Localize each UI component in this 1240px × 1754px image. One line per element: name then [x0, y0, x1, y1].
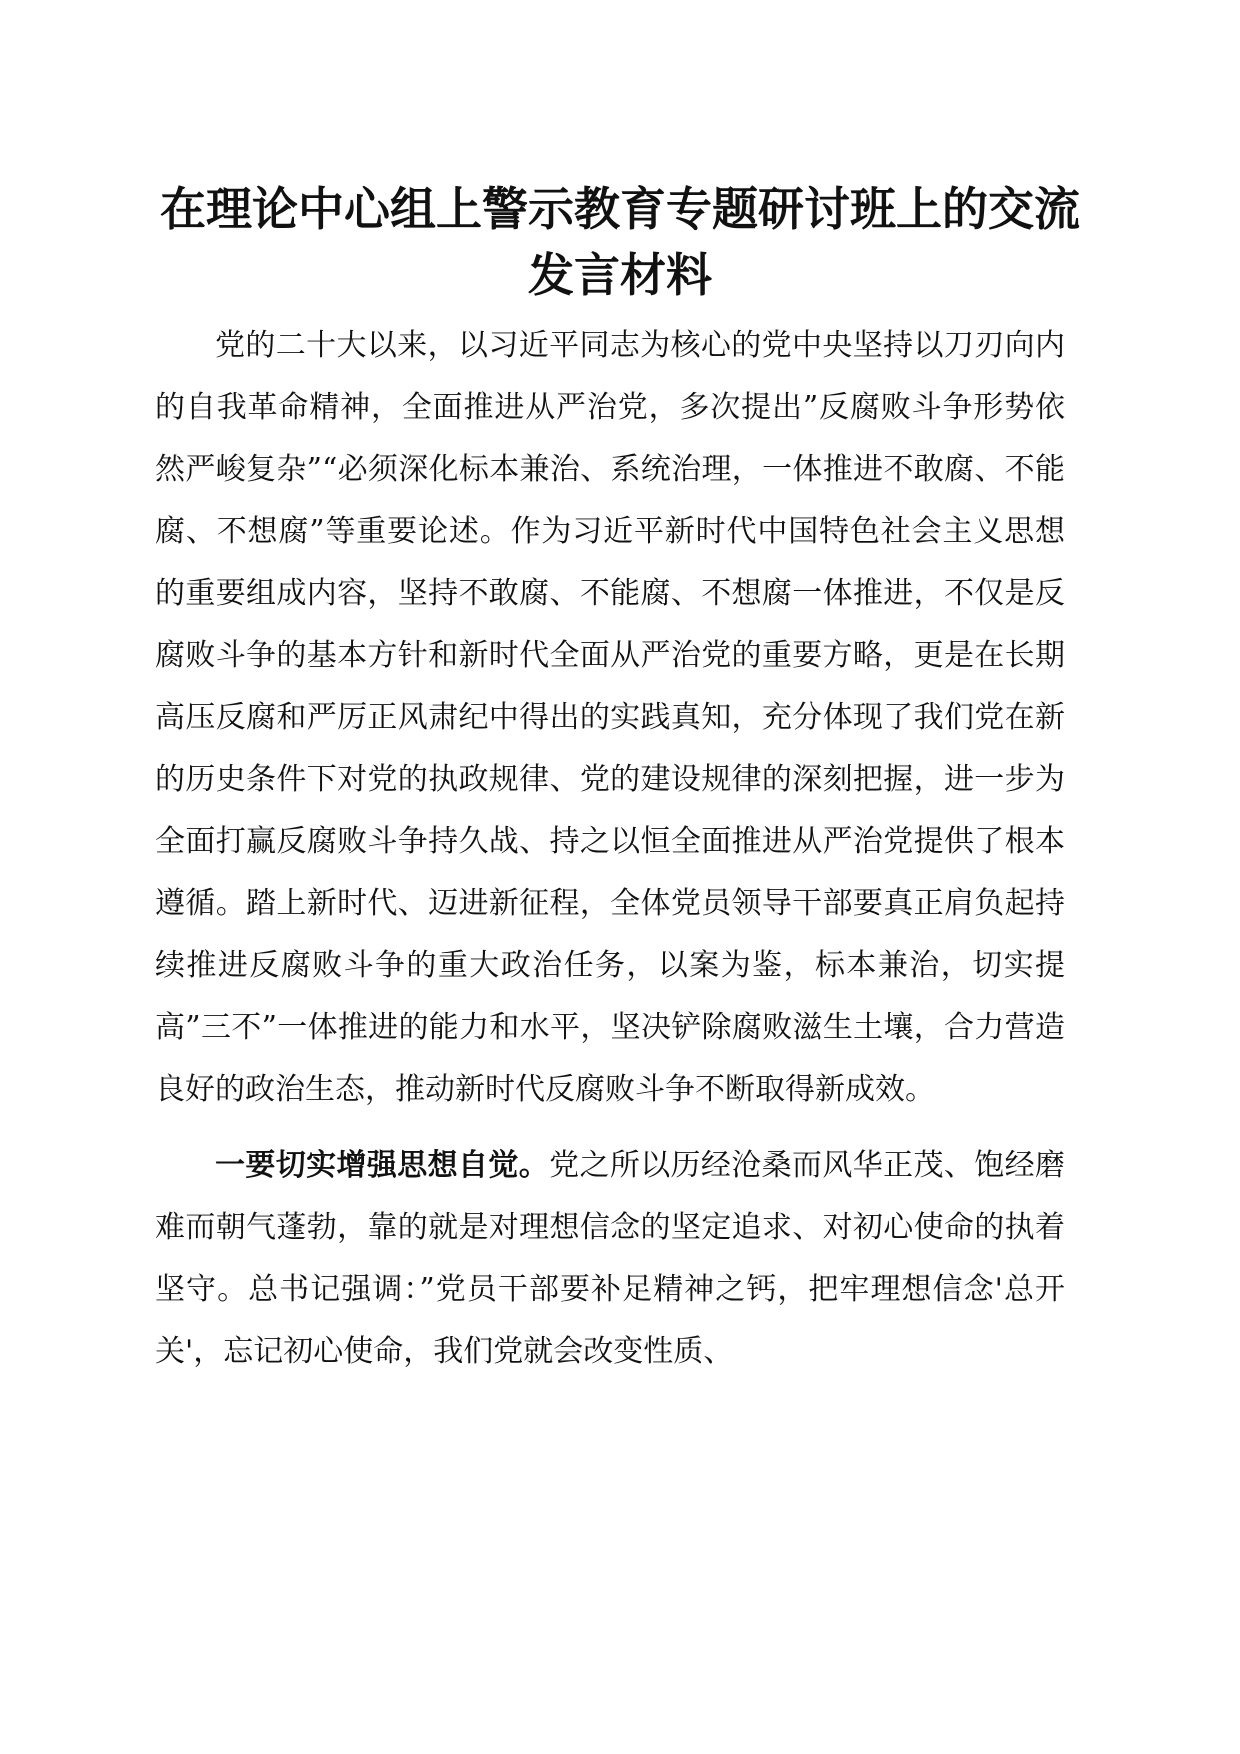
- body-paragraph-2: [155, 1135, 1065, 1383]
- title-line-2: 发言材料: [528, 248, 712, 302]
- paragraph-lead-heading: 一要切实增强思想自觉。: [215, 1148, 550, 1183]
- title-line-1: 在理论中心组上警示教育专题研讨班上的交流: [160, 182, 1080, 236]
- document-title: [150, 176, 1090, 308]
- body-paragraph-1: 党的二十大以来，以习近平同志为核心的党中央坚持以刀刃向内的自我革命精神，全面推进从严治党，多次提出”反腐败斗争形势依然严峻复杂”“必须深化标本兼治、系统治理，一体推进不敢腐、不能腐、不想腐”等重要论述。作为习近平新时代中国特色社会主义思想的重要组成内容，坚持不敢腐、不能腐、不想腐一体推进，不仅是反腐败斗争的基本方针和新时代全面从严治党的重要方略，更是在长期高压反腐和严厉正风肃纪中得出的实践真知，充分体现了我们党在新的历史条件下对党的执政规律、党的建设规律的深刻把握，进一步为全面打赢反腐败斗争持久战、持之以恒全面推进从严治党提供了根本遵循。踏上新时代、迈进新征程，全体党员领导干部要真正肩负起持续推进反腐败斗争的重大政治任务，以案为鉴，标本兼治，切实提高”三不”一体推进的能力和水平，坚决铲除腐败滋生土壤，合力营造良好的政治生态，推动新时代反腐败斗争不断取得新成效。: [155, 328, 1065, 1107]
- paragraph-2-text: 党之所以历经沧桑而风华正茂、饱经磨难而朝气蓬勃，靠的就是对理想信念的坚定追求、对初心使命的执着坚守。总书记强调：”党员干部要补足精神之钙，把牢理想信念'总开关'，忘记初心使命，我们党就会改变性质、: [155, 1148, 1066, 1369]
- document-body: [155, 315, 1065, 1383]
